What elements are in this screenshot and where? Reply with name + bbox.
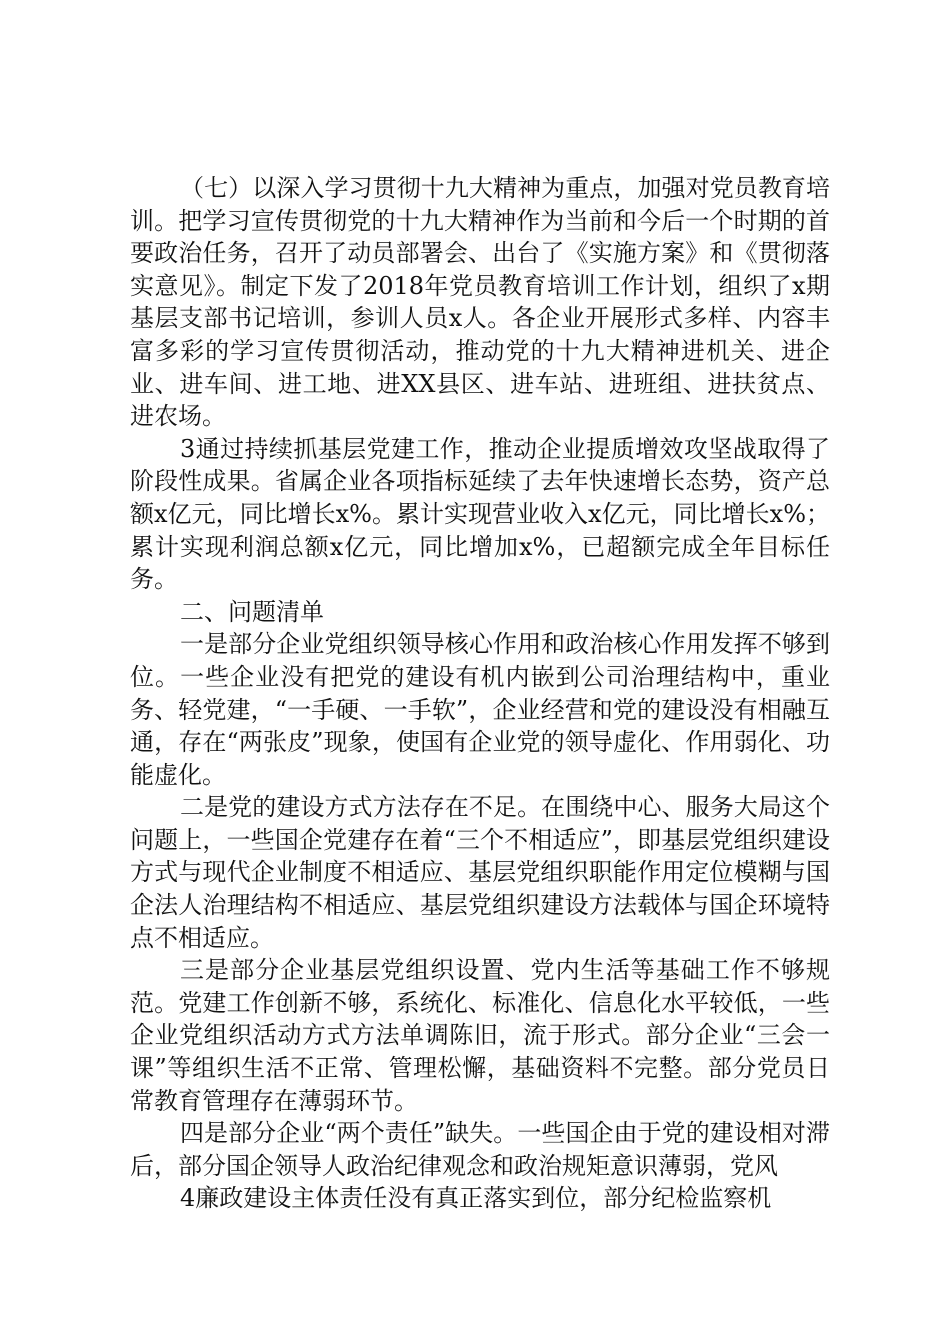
paragraph-problem-two: 二是党的建设方式方法存在不足。在围绕中心、服务大局这个问题上，一些国企党建存在着“三个不相适应”，即基层党组织建设方式与现代企业制度不相适应、基层党组织职能作用定位模糊与国企法人治理结构不相适应、基层党组织建设方法载体与国企环境特点不相适应。 [130,793,830,952]
section-heading-problem-list: 二、问题清单 [180,597,324,626]
document-body [130,172,830,1215]
paragraph-problem-four: 四是部分企业“两个责任”缺失。一些国企由于党的建设相对滞后，部分国企领导人政治纪律观念和政治规矩意识薄弱，党风 [130,1119,830,1180]
paragraph-integrity-building: 4廉政建设主体责任没有真正落实到位，部分纪检监察机 [180,1184,772,1213]
paragraph-problem-one: 一是部分企业党组织领导核心作用和政治核心作用发挥不够到位。一些企业没有把党的建设有机内嵌到公司治理结构中，重业务、轻党建，“一手硬、一手软”，企业经营和党的建设没有相融互通，存在“两张皮”现象，使国有企业党的领导虚化、作用弱化、功能虚化。 [130,630,830,789]
paragraph-education-training: （七）以深入学习贯彻十九大精神为重点，加强对党员教育培训。把学习宣传贯彻党的十九大精神作为当前和今后一个时期的首要政治任务，召开了动员部署会、出台了《实施方案》和《贯彻落实意见》。制定下发了2018年党员教育培训工作计划，组织了x期基层支部书记培训，参训人员x人。各企业开展形式多样、内容丰富多彩的学习宣传贯彻活动，推动党的十九大精神进机关、进企业、进车间、进工地、进XX县区、进车站、进班组、进扶贫点、进农场。 [130,174,830,431]
paragraph-achievements: 3通过持续抓基层党建工作，推动企业提质增效攻坚战取得了阶段性成果。省属企业各项指标延续了去年快速增长态势，资产总额x亿元，同比增长x%。累计实现营业收入x亿元，同比增长x%；累计实现利润总额x亿元，同比增加x%，已超额完成全年目标任务。 [130,434,830,594]
paragraph-problem-three: 三是部分企业基层党组织设置、党内生活等基础工作不够规范。党建工作创新不够，系统化、标准化、信息化水平较低，一些企业党组织活动方式方法单调陈旧，流于形式。部分企业“三会一课”等组织生活不正常、管理松懈，基础资料不完整。部分党员日常教育管理存在薄弱环节。 [130,956,830,1115]
